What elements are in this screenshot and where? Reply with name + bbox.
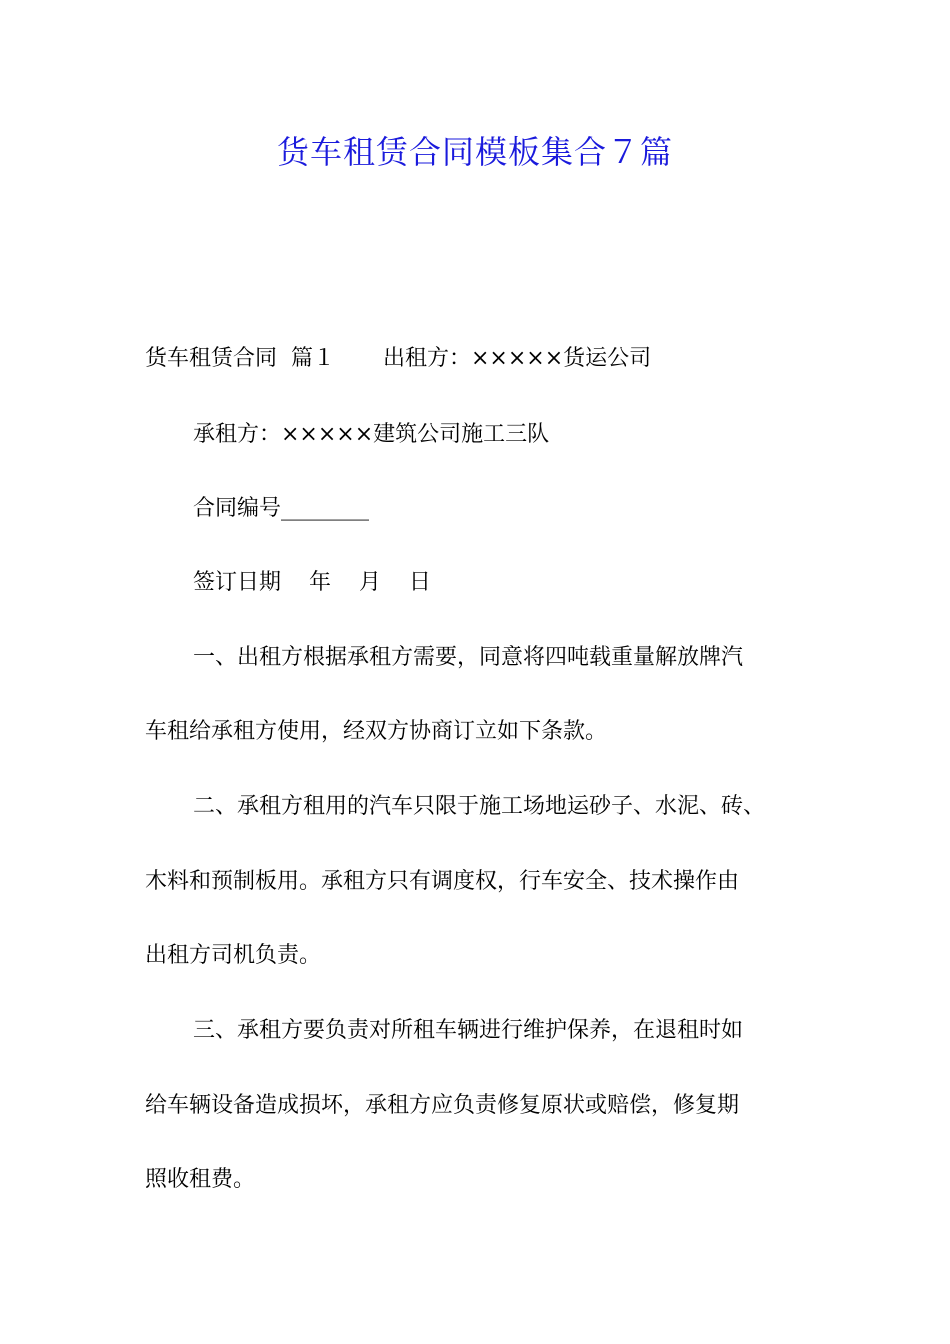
contract-heading: 货车租赁合同 篇１ xyxy=(145,346,335,371)
clause-3-line-1: 三、承租方要负责对所租车辆进行维护保养，在退租时如 xyxy=(193,1018,744,1043)
clause-1-line-1: 一、出租方根据承租方需要，同意将四吨载重量解放牌汽 xyxy=(193,645,744,670)
clause-3-line-2: 给车辆设备造成损坏，承租方应负责修复原状或赔偿，修复期 xyxy=(145,1093,740,1118)
contract-header-line xyxy=(145,341,651,377)
clause-3-line-3: 照收租费。 xyxy=(145,1167,256,1192)
clause-2-line-3: 出租方司机负责。 xyxy=(145,943,322,968)
contract-number-line: 合同编号________ xyxy=(193,496,370,521)
lessee-line: 承租方：×××××建筑公司施工三队 xyxy=(193,422,550,447)
clause-1-line-2: 车租给承租方使用，经双方协商订立如下条款。 xyxy=(145,719,608,744)
document-title: 货车租赁合同模板集合７篇 xyxy=(276,133,673,171)
clause-2-line-2: 木料和预制板用。承租方只有调度权，行车安全、技术操作由 xyxy=(145,869,740,894)
signing-date-line: 签订日期 年 月 日 xyxy=(193,570,431,595)
lessor-line: 出租方：×××××货运公司 xyxy=(383,346,652,371)
clause-2-line-1: 二、承租方租用的汽车只限于施工场地运砂子、水泥、砖、 xyxy=(193,794,766,819)
